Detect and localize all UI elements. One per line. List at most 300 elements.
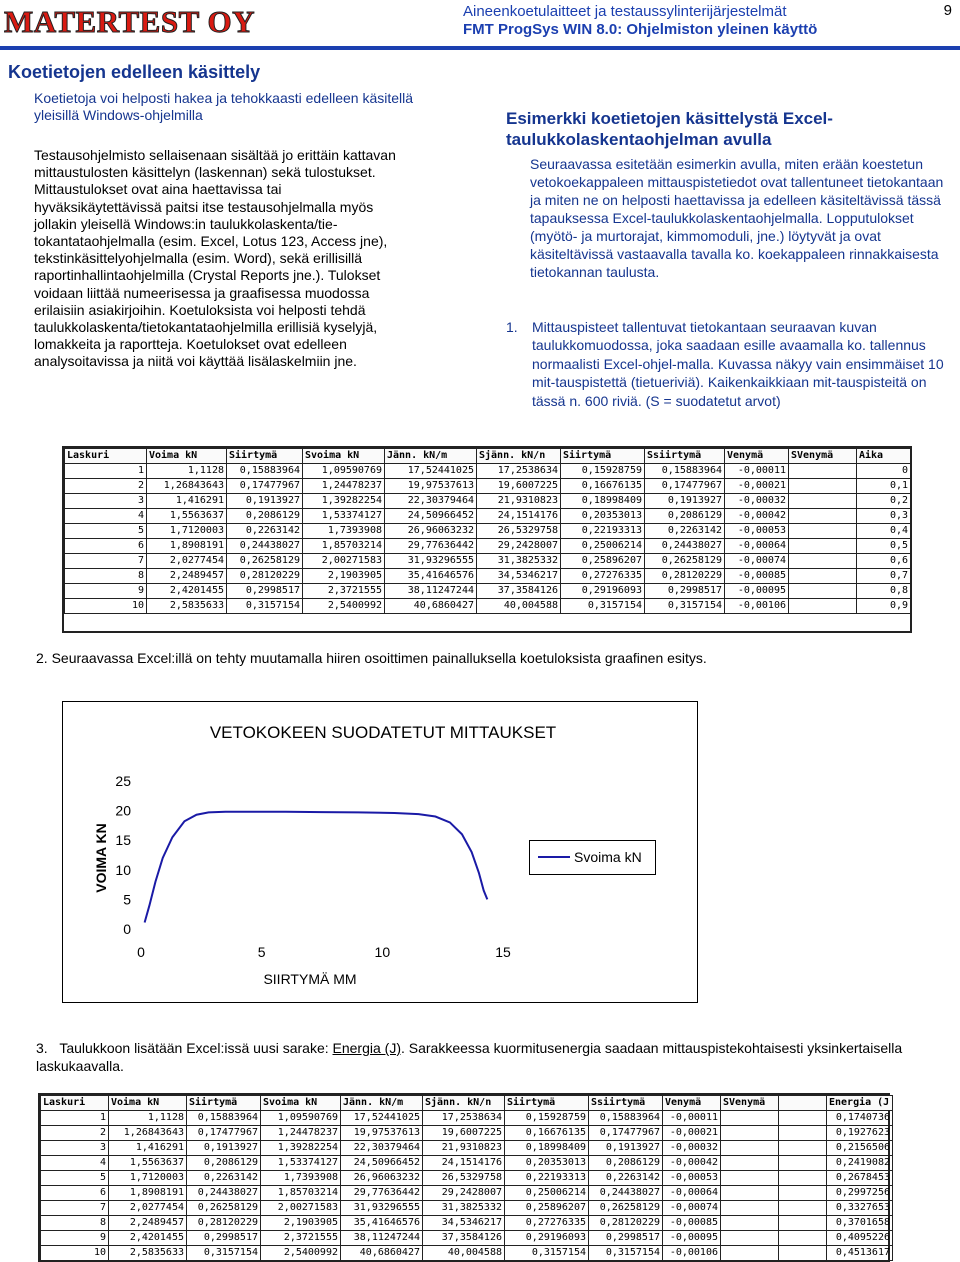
- step-3-text-cont: . Sarakkeessa kuormitusenergia saadaan mittauspistekohtaisesti yksinkertaisella laskukaavalla.: [36, 1040, 903, 1074]
- table-cell[interactable]: 0,15883964: [227, 464, 303, 479]
- table-cell[interactable]: [721, 1231, 779, 1246]
- table-cell[interactable]: 0,28120229: [645, 569, 725, 584]
- table-cell[interactable]: 0,2997256: [827, 1186, 893, 1201]
- table-cell[interactable]: 0,3157154: [227, 599, 303, 614]
- table-cell[interactable]: 31,3825332: [477, 554, 561, 569]
- table-cell[interactable]: 0,2: [857, 494, 911, 509]
- table-cell[interactable]: 0,1: [857, 479, 911, 494]
- table-cell[interactable]: 29,2428007: [423, 1186, 505, 1201]
- column-header[interactable]: Voima kN: [109, 1096, 187, 1111]
- table-cell[interactable]: 1,09590769: [261, 1111, 341, 1126]
- table-cell[interactable]: 37,3584126: [477, 584, 561, 599]
- example-paragraph: Seuraavassa esitetään esimerkin avulla, miten erään koestetun vetokoekappaleen mittauspistetiedot ovat tallentuneet tietokantaan ja miten ne on helposti haettavissa ja edelleen käsiteltävissä tässä tapauksessa Excel-taulukkolaskentaohjelmalla. Lopputulokset (myötö- ja murtorajat, kimmomoduli, jne.) löytyvät ja ovat käsiteltävissä vastaavalla tavalla ko. koekappaleen rinnakkaisesta tietokannan taulusta.: [530, 156, 944, 280]
- table-cell[interactable]: 0,1913927: [645, 494, 725, 509]
- table-cell[interactable]: 0,5: [857, 539, 911, 554]
- table-cell[interactable]: -0,00011: [725, 464, 789, 479]
- table-cell[interactable]: 0,24438027: [645, 539, 725, 554]
- table-cell[interactable]: 1,7393908: [303, 524, 385, 539]
- table-cell[interactable]: 0,2678453: [827, 1171, 893, 1186]
- table-cell[interactable]: 0,17477967: [227, 479, 303, 494]
- table-cell[interactable]: 5: [41, 1171, 109, 1186]
- table-row: [41, 1186, 893, 1201]
- table-cell[interactable]: 0,2998517: [589, 1231, 663, 1246]
- table-cell[interactable]: 1,7393908: [261, 1171, 341, 1186]
- table-cell[interactable]: -0,00032: [663, 1141, 721, 1156]
- chart-legend: [529, 840, 656, 875]
- table-cell[interactable]: 37,3584126: [423, 1231, 505, 1246]
- table-cell[interactable]: 0,25896207: [561, 554, 645, 569]
- table-cell[interactable]: 0,24438027: [589, 1186, 663, 1201]
- table-cell[interactable]: [721, 1111, 779, 1126]
- table-row: [41, 1246, 893, 1261]
- table-cell[interactable]: 0,16676135: [505, 1126, 589, 1141]
- table-cell[interactable]: [779, 1231, 827, 1246]
- table-cell[interactable]: 0,1927623: [827, 1126, 893, 1141]
- table-cell[interactable]: [789, 494, 857, 509]
- table-cell[interactable]: 35,41646576: [341, 1216, 423, 1231]
- table-cell[interactable]: 0,26258129: [645, 554, 725, 569]
- table-row: [65, 584, 911, 599]
- table-cell[interactable]: 0,15883964: [645, 464, 725, 479]
- chart-title: VETOKOKEEN SUODATETUT MITTAUKSET: [209, 723, 557, 742]
- table-cell[interactable]: 0,6: [857, 554, 911, 569]
- body-line: taulukkolaskenta/tietokantataohjelmilla erillisiä kyselyjä,: [34, 319, 378, 336]
- table-cell[interactable]: 26,96063232: [341, 1171, 423, 1186]
- table-cell[interactable]: 0,7: [857, 569, 911, 584]
- table-cell[interactable]: [789, 524, 857, 539]
- table-cell[interactable]: [779, 1186, 827, 1201]
- y-tick-label: 15: [115, 832, 131, 849]
- body-line: analysoitavissa ja niitä voi käyttää lisälaskelmiin jne.: [34, 353, 357, 370]
- table-cell[interactable]: 3: [41, 1141, 109, 1156]
- table-cell[interactable]: 19,97537613: [385, 479, 477, 494]
- table-cell[interactable]: 4: [41, 1156, 109, 1171]
- spreadsheet-2-table: [40, 1095, 893, 1261]
- table-cell[interactable]: 1,1128: [109, 1111, 187, 1126]
- table-cell[interactable]: 0,2263142: [187, 1171, 261, 1186]
- table-cell[interactable]: -0,00085: [725, 569, 789, 584]
- table-cell[interactable]: 26,5329758: [423, 1171, 505, 1186]
- table-cell[interactable]: [789, 464, 857, 479]
- table-cell[interactable]: -0,00021: [663, 1126, 721, 1141]
- table-cell[interactable]: 0,8: [857, 584, 911, 599]
- table-cell[interactable]: -0,00042: [663, 1156, 721, 1171]
- table-cell[interactable]: [789, 509, 857, 524]
- table-cell[interactable]: [721, 1186, 779, 1201]
- table-cell[interactable]: 22,30379464: [341, 1141, 423, 1156]
- table-cell[interactable]: 0,15883964: [187, 1111, 261, 1126]
- table-cell[interactable]: 6: [65, 539, 147, 554]
- table-cell[interactable]: 0,2998517: [645, 584, 725, 599]
- table-cell[interactable]: 0,22193313: [505, 1171, 589, 1186]
- table-cell[interactable]: 0,28120229: [187, 1216, 261, 1231]
- table-cell[interactable]: 0,16676135: [561, 479, 645, 494]
- body-line: Testausohjelmisto sellaisenaan sisältää jo erittäin kattavan: [34, 147, 396, 163]
- table-cell[interactable]: -0,00053: [725, 524, 789, 539]
- table-cell[interactable]: 2,5835633: [109, 1246, 187, 1261]
- table-cell[interactable]: 0,17477967: [589, 1126, 663, 1141]
- table-cell[interactable]: 1,8908191: [147, 539, 227, 554]
- table-cell[interactable]: 0,15883964: [589, 1111, 663, 1126]
- table-cell[interactable]: 19,97537613: [341, 1126, 423, 1141]
- table-cell[interactable]: 0,27276335: [561, 569, 645, 584]
- column-header[interactable]: Venymä: [725, 449, 789, 464]
- table-row: [41, 1171, 893, 1186]
- table-cell[interactable]: [789, 539, 857, 554]
- table-cell[interactable]: 21,9310823: [423, 1141, 505, 1156]
- column-header[interactable]: Venymä: [663, 1096, 721, 1111]
- table-cell[interactable]: 1: [41, 1111, 109, 1126]
- table-cell[interactable]: 6: [41, 1186, 109, 1201]
- table-cell[interactable]: 1,416291: [109, 1141, 187, 1156]
- table-cell[interactable]: [721, 1216, 779, 1231]
- table-cell[interactable]: -0,00106: [725, 599, 789, 614]
- table-cell[interactable]: 4: [65, 509, 147, 524]
- table-cell[interactable]: [721, 1126, 779, 1141]
- table-cell[interactable]: 0,24438027: [187, 1186, 261, 1201]
- company-logo: MATERTEST OY: [4, 4, 255, 39]
- column-header[interactable]: Ssiirtymä: [589, 1096, 663, 1111]
- table-cell[interactable]: -0,00011: [663, 1111, 721, 1126]
- table-cell[interactable]: 2,3721555: [261, 1231, 341, 1246]
- table-cell[interactable]: 0,2998517: [227, 584, 303, 599]
- body-line: hyväksikäytettävissä paitsi itse testausohjelmalla myös: [34, 198, 374, 215]
- table-cell[interactable]: [721, 1141, 779, 1156]
- table-cell[interactable]: 0,17477967: [187, 1126, 261, 1141]
- table-row: [41, 1126, 893, 1141]
- step-2-text: 2. Seuraavassa Excel:illä on tehty muutamalla hiiren osoittimen painalluksella koetuloksista graafinen esitys.: [36, 650, 707, 666]
- table-cell[interactable]: 0,4: [857, 524, 911, 539]
- table-cell[interactable]: 19,6007225: [423, 1126, 505, 1141]
- table-row: [41, 1231, 893, 1246]
- table-cell[interactable]: 0,2998517: [187, 1231, 261, 1246]
- table-cell[interactable]: [721, 1171, 779, 1186]
- table-cell[interactable]: 1,7120003: [109, 1171, 187, 1186]
- body-line: Mittaustulokset ovat aina haettavissa tai: [34, 181, 282, 198]
- table-cell[interactable]: [779, 1111, 827, 1126]
- table-cell[interactable]: 29,77636442: [385, 539, 477, 554]
- table-cell[interactable]: 26,96063232: [385, 524, 477, 539]
- table-cell[interactable]: 10: [65, 599, 147, 614]
- table-cell[interactable]: 1,416291: [147, 494, 227, 509]
- table-cell[interactable]: 0,9: [857, 599, 911, 614]
- column-header[interactable]: Svoima kN: [303, 449, 385, 464]
- table-cell[interactable]: 1,39282254: [261, 1141, 341, 1156]
- table-cell[interactable]: 0,2263142: [227, 524, 303, 539]
- table-cell[interactable]: 0,1913927: [187, 1141, 261, 1156]
- table-cell[interactable]: [789, 569, 857, 584]
- table-cell[interactable]: 2,0277454: [147, 554, 227, 569]
- table-cell[interactable]: 17,52441025: [385, 464, 477, 479]
- table-cell[interactable]: 9: [41, 1231, 109, 1246]
- table-cell[interactable]: 26,5329758: [477, 524, 561, 539]
- table-cell[interactable]: 24,1514176: [477, 509, 561, 524]
- table-cell[interactable]: [779, 1246, 827, 1261]
- table-cell[interactable]: 2,5835633: [147, 599, 227, 614]
- table-cell[interactable]: 0,25006214: [561, 539, 645, 554]
- table-row: [41, 1156, 893, 1171]
- table-cell[interactable]: 5: [65, 524, 147, 539]
- table-cell[interactable]: 29,77636442: [341, 1186, 423, 1201]
- column-header[interactable]: [779, 1096, 827, 1111]
- table-cell[interactable]: 0,2086129: [187, 1156, 261, 1171]
- table-cell[interactable]: 0,20353013: [505, 1156, 589, 1171]
- body-line: jollakin yleisellä Windows:in taulukkolaskenta/tie-: [34, 215, 338, 232]
- table-cell[interactable]: 0,3701658: [827, 1216, 893, 1231]
- column-header[interactable]: Aika: [857, 449, 911, 464]
- table-cell[interactable]: 2,00271583: [303, 554, 385, 569]
- table-cell[interactable]: [779, 1141, 827, 1156]
- table-cell[interactable]: -0,00095: [725, 584, 789, 599]
- table-cell[interactable]: -0,00085: [663, 1216, 721, 1231]
- table-cell[interactable]: 9: [65, 584, 147, 599]
- table-cell[interactable]: 2,1903905: [261, 1216, 341, 1231]
- table-cell[interactable]: [779, 1171, 827, 1186]
- table-cell[interactable]: [779, 1126, 827, 1141]
- table-cell[interactable]: 0,18998409: [561, 494, 645, 509]
- column-header[interactable]: Sjänn. kN/n: [477, 449, 561, 464]
- table-cell[interactable]: 8: [41, 1216, 109, 1231]
- table-cell[interactable]: 35,41646576: [385, 569, 477, 584]
- column-header[interactable]: Siirtymä: [505, 1096, 589, 1111]
- table-cell[interactable]: 0,26258129: [187, 1201, 261, 1216]
- table-cell[interactable]: 0,26258129: [227, 554, 303, 569]
- energia-link[interactable]: Energia (J): [332, 1040, 401, 1056]
- table-cell[interactable]: 0,15928759: [505, 1111, 589, 1126]
- table-cell[interactable]: 40,004588: [477, 599, 561, 614]
- table-cell[interactable]: 0,29196093: [561, 584, 645, 599]
- table-cell[interactable]: 0: [857, 464, 911, 479]
- column-header[interactable]: Svoima kN: [261, 1096, 341, 1111]
- table-cell[interactable]: 0,1913927: [589, 1141, 663, 1156]
- table-cell[interactable]: 19,6007225: [477, 479, 561, 494]
- spreadsheet-2: [38, 1093, 890, 1262]
- table-cell[interactable]: 0,3327653: [827, 1201, 893, 1216]
- table-cell[interactable]: [721, 1246, 779, 1261]
- table-cell[interactable]: 2,4201455: [109, 1231, 187, 1246]
- table-cell[interactable]: 1,8908191: [109, 1186, 187, 1201]
- table-cell[interactable]: 17,2538634: [423, 1111, 505, 1126]
- table-cell[interactable]: 0,2086129: [227, 509, 303, 524]
- table-cell[interactable]: -0,00032: [725, 494, 789, 509]
- table-cell[interactable]: 1,5563637: [147, 509, 227, 524]
- table-cell[interactable]: 0,28120229: [589, 1216, 663, 1231]
- table-cell[interactable]: -0,00106: [663, 1246, 721, 1261]
- table-cell[interactable]: 0,3157154: [505, 1246, 589, 1261]
- table-cell[interactable]: 2,0277454: [109, 1201, 187, 1216]
- table-cell[interactable]: 0,2086129: [589, 1156, 663, 1171]
- table-cell[interactable]: 1,26843643: [109, 1126, 187, 1141]
- table-cell[interactable]: 0,24438027: [227, 539, 303, 554]
- column-header[interactable]: Siirtymä: [561, 449, 645, 464]
- chart-x-label: SIIRTYMÄ MM: [263, 971, 357, 987]
- table-row: [65, 524, 911, 539]
- table-cell[interactable]: -0,00064: [663, 1186, 721, 1201]
- table-cell[interactable]: 21,9310823: [477, 494, 561, 509]
- table-cell[interactable]: 34,5346217: [423, 1216, 505, 1231]
- table-cell[interactable]: 31,93296555: [341, 1201, 423, 1216]
- column-header[interactable]: Jänn. kN/m: [341, 1096, 423, 1111]
- table-cell[interactable]: 40,6860427: [341, 1246, 423, 1261]
- table-cell[interactable]: 7: [41, 1201, 109, 1216]
- step-1-number: 1.: [506, 319, 518, 335]
- table-cell[interactable]: 0,1913927: [227, 494, 303, 509]
- document-header: [463, 3, 903, 39]
- column-header[interactable]: Sjänn. kN/n: [423, 1096, 505, 1111]
- table-cell[interactable]: 0,3157154: [645, 599, 725, 614]
- table-cell[interactable]: 2: [65, 479, 147, 494]
- table-row: [65, 569, 911, 584]
- table-cell[interactable]: -0,00095: [663, 1231, 721, 1246]
- table-cell[interactable]: 38,11247244: [341, 1231, 423, 1246]
- table-cell[interactable]: 0,29196093: [505, 1231, 589, 1246]
- table-row: [41, 1201, 893, 1216]
- table-cell[interactable]: [789, 554, 857, 569]
- table-cell[interactable]: 34,5346217: [477, 569, 561, 584]
- table-cell[interactable]: 0,28120229: [227, 569, 303, 584]
- step-3-text: Taulukkoon lisätään Excel:issä uusi sarake:: [59, 1040, 333, 1056]
- column-header[interactable]: Energia (J: [827, 1096, 893, 1111]
- table-cell[interactable]: 2,5400992: [261, 1246, 341, 1261]
- table-cell[interactable]: [779, 1216, 827, 1231]
- table-row: [65, 479, 911, 494]
- table-cell[interactable]: 0,20353013: [561, 509, 645, 524]
- table-cell[interactable]: 0,26258129: [589, 1201, 663, 1216]
- table-cell[interactable]: [789, 599, 857, 614]
- column-header[interactable]: SVenymä: [721, 1096, 779, 1111]
- table-cell[interactable]: 0,17477967: [645, 479, 725, 494]
- table-cell[interactable]: 1,39282254: [303, 494, 385, 509]
- column-header[interactable]: Siirtymä: [187, 1096, 261, 1111]
- table-cell[interactable]: 40,6860427: [385, 599, 477, 614]
- example-section-title: Esimerkki koetietojen käsittelystä Excel-taulukkolaskentaohjelman avulla: [506, 109, 833, 149]
- table-cell[interactable]: 0,2086129: [645, 509, 725, 524]
- column-header[interactable]: Laskuri: [65, 449, 147, 464]
- column-header[interactable]: Siirtymä: [227, 449, 303, 464]
- table-cell[interactable]: 2,5400992: [303, 599, 385, 614]
- table-cell[interactable]: 0,4095226: [827, 1231, 893, 1246]
- table-cell[interactable]: 1,85703214: [303, 539, 385, 554]
- table-cell[interactable]: 2,2489457: [147, 569, 227, 584]
- table-cell[interactable]: 2,2489457: [109, 1216, 187, 1231]
- table-cell[interactable]: [779, 1201, 827, 1216]
- table-cell[interactable]: 0,25006214: [505, 1186, 589, 1201]
- table-cell[interactable]: [789, 479, 857, 494]
- table-cell[interactable]: -0,00074: [725, 554, 789, 569]
- table-cell[interactable]: 0,18998409: [505, 1141, 589, 1156]
- table-cell[interactable]: -0,00064: [725, 539, 789, 554]
- spreadsheet-1-table: [64, 448, 911, 614]
- table-cell[interactable]: 0,2156506: [827, 1141, 893, 1156]
- table-cell[interactable]: 0,3157154: [589, 1246, 663, 1261]
- legend-label: Svoima kN: [574, 849, 642, 865]
- table-cell[interactable]: 40,004588: [423, 1246, 505, 1261]
- table-cell[interactable]: 0,3157154: [561, 599, 645, 614]
- table-cell[interactable]: 1,1128: [147, 464, 227, 479]
- table-cell[interactable]: 3: [65, 494, 147, 509]
- table-row: [65, 494, 911, 509]
- table-cell[interactable]: 1,24478237: [303, 479, 385, 494]
- table-cell[interactable]: 29,2428007: [477, 539, 561, 554]
- table-cell[interactable]: -0,00053: [663, 1171, 721, 1186]
- table-cell[interactable]: [789, 584, 857, 599]
- table-row: [65, 464, 911, 479]
- table-cell[interactable]: 8: [65, 569, 147, 584]
- table-cell[interactable]: 0,15928759: [561, 464, 645, 479]
- table-cell[interactable]: 24,1514176: [423, 1156, 505, 1171]
- body-line: tokantataohjelmalla (esim. Excel, Lotus 123, Access jne),: [34, 233, 388, 250]
- table-cell[interactable]: 2,3721555: [303, 584, 385, 599]
- table-cell[interactable]: 0,4513617: [827, 1246, 893, 1261]
- table-cell[interactable]: 7: [65, 554, 147, 569]
- table-cell[interactable]: 0,1740736: [827, 1111, 893, 1126]
- y-tick-label: 10: [115, 861, 131, 878]
- table-cell[interactable]: 2,1903905: [303, 569, 385, 584]
- table-cell[interactable]: 0,22193313: [561, 524, 645, 539]
- y-tick-label: 5: [123, 891, 131, 908]
- table-cell[interactable]: 2,00271583: [261, 1201, 341, 1216]
- table-cell[interactable]: 17,2538634: [477, 464, 561, 479]
- table-cell[interactable]: [721, 1156, 779, 1171]
- table-row: [41, 1111, 893, 1126]
- table-cell[interactable]: 1,5563637: [109, 1156, 187, 1171]
- table-cell[interactable]: 1,53374127: [303, 509, 385, 524]
- table-cell[interactable]: 31,3825332: [423, 1201, 505, 1216]
- column-header[interactable]: Laskuri: [41, 1096, 109, 1111]
- table-cell[interactable]: 2: [41, 1126, 109, 1141]
- table-cell[interactable]: 1,09590769: [303, 464, 385, 479]
- table-cell[interactable]: -0,00074: [663, 1201, 721, 1216]
- table-cell[interactable]: 24,50966452: [385, 509, 477, 524]
- body-line: mittaustulosten käsittelyn (laskennan) sekä tulostukset.: [34, 164, 376, 181]
- table-cell[interactable]: 0,2263142: [589, 1171, 663, 1186]
- chart-y-label: VOIMA KN: [93, 823, 109, 893]
- table-cell[interactable]: 1,26843643: [147, 479, 227, 494]
- table-cell[interactable]: [779, 1156, 827, 1171]
- table-cell[interactable]: 1: [65, 464, 147, 479]
- table-cell[interactable]: 1,24478237: [261, 1126, 341, 1141]
- table-cell[interactable]: 1,7120003: [147, 524, 227, 539]
- table-cell[interactable]: -0,00021: [725, 479, 789, 494]
- table-cell[interactable]: 17,52441025: [341, 1111, 423, 1126]
- column-header[interactable]: Ssiirtymä: [645, 449, 725, 464]
- table-row: [65, 539, 911, 554]
- table-cell[interactable]: 0,2263142: [645, 524, 725, 539]
- column-header[interactable]: Jänn. kN/m: [385, 449, 477, 464]
- series-line: [145, 812, 488, 923]
- header-subtitle-line2: FMT ProgSys WIN 8.0: Ohjelmiston yleinen käyttö: [463, 21, 818, 38]
- table-cell[interactable]: 1,53374127: [261, 1156, 341, 1171]
- table-cell[interactable]: 0,3157154: [187, 1246, 261, 1261]
- table-cell[interactable]: 2,4201455: [147, 584, 227, 599]
- step-1-text: Mittauspisteet tallentuvat tietokantaan seuraavan kuvan taulukkomuodossa, joka saadaan esille avaamalla ko. tallennus normaalisti Excel-ohjel-malla. Kuvassa näkyy vain ensimmäiset 10 mit-tauspistettä (tietueriviä). Kaikenkaikkiaan mit-tauspisteitä on tässä n. 600 riviä. (S = suodatetut arvot): [532, 319, 944, 409]
- table-cell[interactable]: 31,93296555: [385, 554, 477, 569]
- table-cell[interactable]: 0,27276335: [505, 1216, 589, 1231]
- table-row: [41, 1216, 893, 1231]
- table-cell[interactable]: [721, 1201, 779, 1216]
- table-cell[interactable]: 24,50966452: [341, 1156, 423, 1171]
- table-cell[interactable]: -0,00042: [725, 509, 789, 524]
- column-header[interactable]: SVenymä: [789, 449, 857, 464]
- table-cell[interactable]: 38,11247244: [385, 584, 477, 599]
- table-cell[interactable]: 0,3: [857, 509, 911, 524]
- table-cell[interactable]: 1,85703214: [261, 1186, 341, 1201]
- table-cell[interactable]: 10: [41, 1246, 109, 1261]
- table-cell[interactable]: 22,30379464: [385, 494, 477, 509]
- column-header[interactable]: Voima kN: [147, 449, 227, 464]
- table-cell[interactable]: 0,25896207: [505, 1201, 589, 1216]
- table-cell[interactable]: 0,2419082: [827, 1156, 893, 1171]
